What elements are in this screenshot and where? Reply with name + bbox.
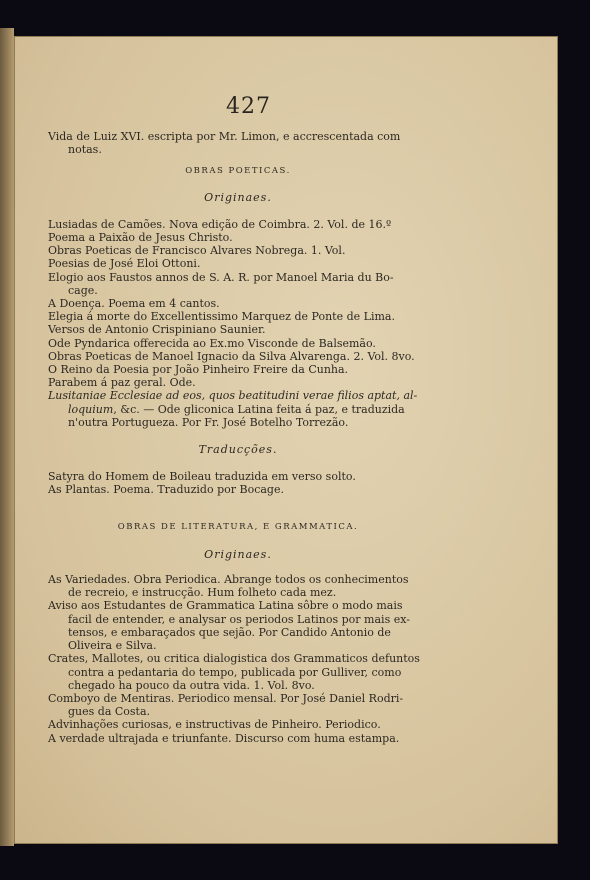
entry-line: Aviso aos Estudantes de Grammatica Latina sôbre o modo mais xyxy=(48,599,403,613)
entry-line: , &c. — Ode gliconica Latina feita á paz, e traduzida xyxy=(113,402,405,416)
entry-line: Ode Pyndarica offerecida ao Ex.mo Visconde de Balsemão. xyxy=(48,336,376,350)
translations-heading: Traducções. xyxy=(198,443,278,457)
list-item xyxy=(48,323,428,336)
entry-line: n'outra Portugueza. Por Fr. José Botelho Torrezão. xyxy=(68,415,349,429)
entry-line: Obras Poeticas de Manoel Ignacio da Silva Alvarenga. 2. Vol. 8vo. xyxy=(48,349,415,363)
entry-line: chegado ha pouco da outra vida. 1. Vol. 8vo. xyxy=(68,678,315,692)
poetry-originals-list xyxy=(48,218,428,429)
entry-line: Crates, Mallotes, ou critica dialogistica dos Grammaticos defuntos xyxy=(48,652,420,666)
list-item xyxy=(48,218,428,231)
list-item: As Plantas. Poema. Traduzido por Bocage. xyxy=(48,483,284,497)
list-item xyxy=(48,599,428,652)
latin-title: Lusitaniae Ecclesiae ad eos, quos beatitudini verae filios aptat, al- xyxy=(48,389,418,403)
list-item xyxy=(48,363,428,376)
list-item xyxy=(48,376,428,389)
entry-line: gues da Costa. xyxy=(68,705,151,719)
list-item xyxy=(48,692,428,718)
latin-title-cont: loquium xyxy=(68,402,114,416)
section-heading-poetry: OBRAS POETICAS. xyxy=(185,166,291,177)
originals-heading: Originaes. xyxy=(204,547,272,561)
page-number: 427 xyxy=(226,94,271,119)
list-item xyxy=(48,573,428,599)
entry-line: Comboyo de Mentiras. Periodico mensal. Por José Daniel Rodri- xyxy=(48,691,404,705)
page-content xyxy=(48,130,428,745)
entry-line: Versos de Antonio Crispiniano Saunier. xyxy=(48,323,266,337)
list-item xyxy=(48,337,428,350)
entry-line: Oliveira e Silva. xyxy=(68,639,157,653)
entry-line: Vida de Luiz XVI. escripta por Mr. Limon, e accrescentada com xyxy=(48,130,401,143)
entry-line: Poesias de José Eloi Ottoni. xyxy=(48,257,201,271)
scan-edge xyxy=(0,28,14,846)
entry-line: Obras Poeticas de Francisco Alvares Nobrega. 1. Vol. xyxy=(48,244,346,258)
latin-entry xyxy=(48,389,428,429)
entry-line: A Doença. Poema em 4 cantos. xyxy=(48,297,220,311)
list-item xyxy=(48,718,428,731)
list-item xyxy=(48,231,428,244)
entry-line: Elegia á morte do Excellentissimo Marquez de Ponte de Lima. xyxy=(48,310,395,324)
entry-line: Lusiadas de Camões. Nova edição de Coimbra. 2. Vol. de 16.º xyxy=(48,217,392,231)
intro-entry xyxy=(48,130,428,156)
list-item xyxy=(48,652,428,692)
list-item xyxy=(48,310,428,323)
entry-line: A verdade ultrajada e triunfante. Discurso com huma estampa. xyxy=(48,731,400,745)
entry-line: O Reino da Poesia por João Pinheiro Freire da Cunha. xyxy=(48,363,349,377)
entry-line: notas. xyxy=(68,143,102,157)
originals-heading: Originaes. xyxy=(204,190,272,204)
list-item xyxy=(48,297,428,310)
translations-list xyxy=(48,470,428,496)
entry-line: Advinhações curiosas, e instructivas de Pinheiro. Periodico. xyxy=(48,718,381,732)
entry-line: facil de entender, e analysar os periodos Latinos por mais ex- xyxy=(68,612,410,626)
list-item xyxy=(48,271,428,297)
entry-line: Elogio aos Faustos annos de S. A. R. por Manoel Maria du Bo- xyxy=(48,270,394,284)
entry-line: Poema a Paixão de Jesus Christo. xyxy=(48,231,233,245)
list-item xyxy=(48,244,428,257)
entry-line: cage. xyxy=(68,283,98,297)
list-item xyxy=(48,257,428,270)
list-item xyxy=(48,732,428,745)
entry-line: Parabem á paz geral. Ode. xyxy=(48,376,196,390)
entry-line: tensos, e embaraçados que sejão. Por Candido Antonio de xyxy=(68,625,391,639)
list-item xyxy=(48,350,428,363)
section-heading-literature: OBRAS DE LITERATURA, E GRAMMATICA. xyxy=(117,521,359,532)
entry-line: contra a pedantaria do tempo, publicada por Gulliver, como xyxy=(68,665,402,679)
list-item: Satyra do Homem de Boileau traduzida em verso solto. xyxy=(48,470,356,484)
entry-line: As Variedades. Obra Periodica. Abrange todos os conhecimentos xyxy=(48,573,409,587)
literature-originals-list xyxy=(48,573,428,745)
entry-line: de recreio, e instrucção. Hum folheto cada mez. xyxy=(68,586,337,600)
